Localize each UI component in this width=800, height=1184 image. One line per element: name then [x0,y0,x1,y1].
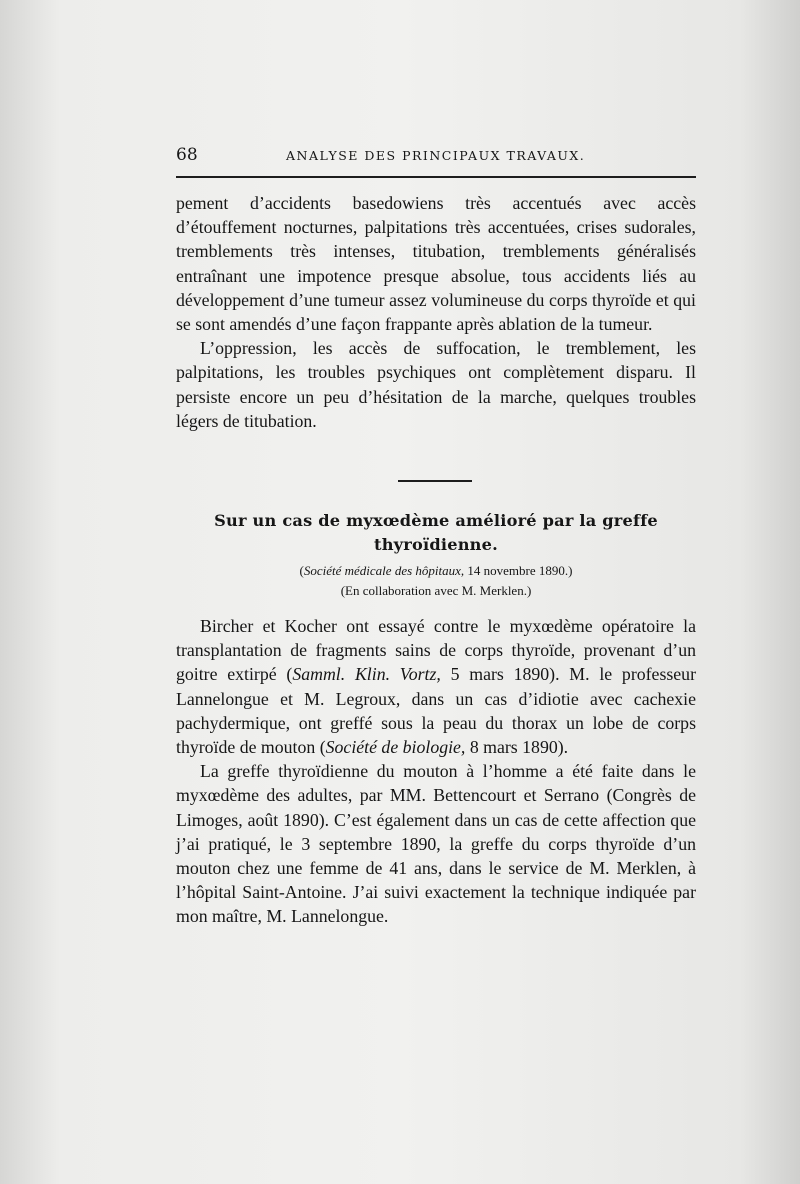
citation-source: Société médicale des hôpitaux, [303,563,465,578]
header-rule [176,176,696,178]
text-run: 8 mars 1890). [465,737,569,758]
section-divider [398,480,472,482]
paragraph-greffe-thyroidienne: La greffe thyroïdienne du mouton à l’homme a été faite dans le myxœdème des adultes, par MM. Bettencourt et Serrano (Congrès de Limoges, août 1890). C’est également dans un cas de cette affection que j’ai pratiqué, le 3 septembre 1890, la greffe du corps thyroïde d’un mouton chez une femme de 41 ans, dans le service de M. Merklen, à l’hôpital Saint-Antoine. J’ai suivi exactement la technique indiquée par mon maître, M. Lannelongue. [176,761,696,927]
paragraph-bircher-kocher [176,614,696,759]
page-number: 68 [176,145,198,165]
italic-reference: Samml. Klin. Vortz, [292,664,441,685]
text-run: 5 mars 1890). M. le professeur Lannelongue et M. Legroux, dans un cas d’idiotie avec cachexie pachydermique, ont greffé sous la peau du thorax un lobe de corps thyroïde de mouton ( [176,664,696,758]
italic-reference: Société de biologie, [325,737,466,758]
previous-article-text [176,191,696,433]
citation-line: (Société médicale des hôpitaux, 14 novembre 1890.) [299,563,573,578]
article-title: Sur un cas de myxœdème amélioré par la greffe thyroïdienne. [214,511,658,554]
running-title: ANALYSE DES PRINCIPAUX TRAVAUX. [286,148,586,163]
paragraph-oppression: L’oppression, les accès de suffocation, le tremblement, les palpitations, les troubles psychiques ont complètement disparu. Il persiste encore un peu d’hésitation de la marche, quelques troubles légers de titubation. [176,338,696,431]
running-head [176,144,696,168]
paragraph-continued: pement d’accidents basedowiens très accentués avec accès d’étouffement nocturnes, palpitations très accentuées, crises sudorales, tremblements très intenses, titubation, tremblements généralisés entraînant une impotence presque absolue, tous accidents liés au développement d’une tumeur assez volumineuse du corps thyroïde et qui se sont amendés d’une façon frappante après ablation de la tumeur. [176,193,696,335]
citation-date: 14 novembre 1890. [464,563,569,578]
collaboration-line: (En collaboration avec M. Merklen.) [340,583,532,598]
text-run: Bircher et Kocher ont essayé contre le myxœdème opératoire la transplantation de fragments sains de corps thyroïde, provenant d’un goitre extirpé ( [176,616,696,685]
article-body [176,614,696,929]
